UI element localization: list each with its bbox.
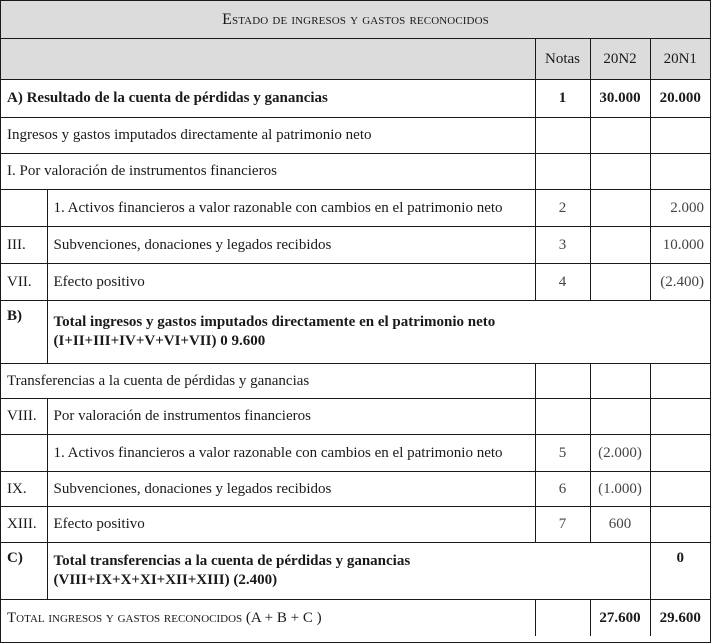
row-viii-label: Por valoración de instrumentos financieros — [47, 398, 535, 434]
row-b-line-2: (I+II+III+IV+V+VI+VII) 0 9.600 — [53, 332, 266, 349]
row-vii-roman: VII. — [1, 263, 47, 300]
row-xiii-20n2: 600 — [590, 506, 650, 542]
row-a-nota: 1 — [535, 79, 590, 117]
row-a-20n1: 20.000 — [650, 79, 710, 117]
row-i1-20n1: 2.000 — [650, 189, 710, 226]
row-viii1 — [1, 434, 710, 471]
row-ingresos-label: Ingresos y gastos imputados directamente al patrimonio neto — [1, 117, 535, 153]
row-c-20n1: 0 — [650, 542, 710, 599]
row-iii-label: Subvenciones, donaciones y legados recibidos — [47, 226, 535, 263]
row-b-text — [47, 300, 710, 363]
row-c-text — [47, 542, 650, 599]
row-c-letter: C) — [1, 542, 47, 599]
row-iii-20n1: 10.000 — [650, 226, 710, 263]
row-iii-roman: III. — [1, 226, 47, 263]
row-i1-label: 1. Activos financieros a valor razonable con cambios en el patrimonio neto — [47, 189, 535, 226]
row-ix — [1, 471, 710, 506]
row-vii-nota: 4 — [535, 263, 590, 300]
row-total-20n2: 27.600 — [590, 599, 650, 636]
row-transferencias — [1, 363, 710, 398]
row-vii — [1, 263, 710, 300]
row-b-letter: B) — [1, 300, 47, 363]
row-ingresos — [1, 117, 710, 153]
row-iii-nota: 3 — [535, 226, 590, 263]
row-total-label: Total ingresos y gastos reconocidos (A + B + C ) — [1, 599, 535, 636]
row-ix-roman: IX. — [1, 471, 47, 506]
header-concept-cell — [1, 39, 535, 79]
row-transferencias-label: Transferencias a la cuenta de pérdidas y ganancias — [1, 363, 535, 398]
row-i — [1, 153, 710, 189]
row-viii1-20n2: (2.000) — [590, 434, 650, 471]
row-xiii-label: Efecto positivo — [47, 506, 535, 542]
header-year-1: 20N1 — [650, 39, 710, 79]
row-viii-roman: VIII. — [1, 398, 47, 434]
row-viii1-nota: 5 — [535, 434, 590, 471]
row-i-label: I. Por valoración de instrumentos financieros — [1, 153, 535, 189]
row-ix-label: Subvenciones, donaciones y legados recibidos — [47, 471, 535, 506]
row-c — [1, 542, 710, 599]
row-b — [1, 300, 710, 363]
row-total — [1, 599, 710, 636]
header-notas: Notas — [535, 39, 590, 79]
row-vii-20n1: (2.400) — [650, 263, 710, 300]
row-a-label: A) Resultado de la cuenta de pérdidas y ganancias — [1, 79, 535, 117]
row-c-line-2: (VIII+IX+X+XI+XII+XIII) (2.400) — [53, 571, 278, 588]
row-i1-nota: 2 — [535, 189, 590, 226]
row-xiii-roman: XIII. — [1, 506, 47, 542]
row-iii — [1, 226, 710, 263]
row-b-line-1: Total ingresos y gastos imputados directamente en el patrimonio neto — [53, 313, 496, 330]
row-vii-label: Efecto positivo — [47, 263, 535, 300]
row-ix-20n2: (1.000) — [590, 471, 650, 506]
row-a — [1, 79, 710, 117]
header-year-2: 20N2 — [590, 39, 650, 79]
row-a-20n2: 30.000 — [590, 79, 650, 117]
row-xiii — [1, 506, 710, 542]
header-row — [1, 39, 710, 79]
report-title: Estado de ingresos y gastos reconocidos — [1, 1, 710, 39]
row-viii — [1, 398, 710, 434]
row-xiii-nota: 7 — [535, 506, 590, 542]
row-ix-nota: 6 — [535, 471, 590, 506]
row-viii1-label: 1. Activos financieros a valor razonable con cambios en el patrimonio neto — [47, 434, 535, 471]
report-table — [1, 39, 710, 636]
row-i1 — [1, 189, 710, 226]
row-total-20n1: 29.600 — [650, 599, 710, 636]
row-c-line-1: Total transferencias a la cuenta de pérdidas y ganancias — [53, 552, 411, 569]
